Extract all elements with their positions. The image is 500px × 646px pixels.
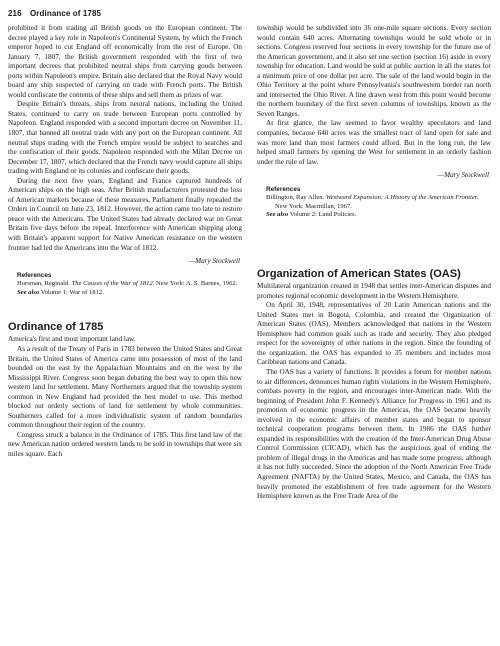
paragraph: township would be subdivided into 36 one-mile square sections. Every section would contain 640 acres. Alternating townships would be sold whole or in sections. Congress reserved four sections in every township for the future use of the American government, and it also set one section (section 16) aside in every township for education. Land would be sold at public auction in all the states for a minimum price of one dollar per acre. The sale of the land would begin in the Ohio Territory at the point where Pennsylvania's southwestern border ran north and intersected the Ohio River. A line drawn west from this point would become the northern boundary of the first seven columns of townships, known as the Seven Ranges.	[257, 24, 491, 118]
see-also	[266, 211, 491, 220]
ref-author: Billington, Ray Allen.	[266, 194, 325, 202]
paragraph: Despite Britain's threats, ships from neutral nations, including the United States, continued to carry on trade between European ports controlled by Napoleon. England responded with a second important decree on November 11, 1807, that banned all neutral trade with any port on the European continent. All neutral ships trading with the French empire would be subject to searches and the confiscation of their goods. Napoleon responded with the Milan Decree on December 17, 1807, which declared that the French navy would capture all ships trading with England or its colonies and confiscate their goods.	[8, 100, 242, 176]
paragraph: As a result of the Treaty of Paris in 1783 between the United States and Great Britain, the United States of America came into possession of most of the land bounded on the east by the Appalachian Mountains and on the west by the Mississippi River. Congress soon began debating the best way to open this new western land for settlement. Many Northerners argued that the township system common in New England had provided the best model to use. This method blocked out orderly sections of land for settlement by whole communities. Southerners called for a more individualistic system of random boundaries common throughout their region of the country.	[8, 344, 242, 430]
running-title: Ordinance of 1785	[29, 9, 102, 18]
entry-definition: Multilateral organization created in 1948 that settles inter-American disputes and promotes regional economic development in the Western Hemisphere.	[257, 282, 491, 300]
see-also-text: Volume 2: Land Policies.	[289, 211, 357, 219]
ref-title: The Causes of the War of 1812.	[71, 280, 155, 288]
author-signature: —Mary Stockwell	[437, 171, 489, 180]
paragraph: On April 30, 1948, representatives of 20 Latin American nations and the United States met in Bogotá, Colombia, and created the Organization of American States (OAS). Members acknowledged that nations in the Western Hemisphere had common goals such as trade and security. They also pledged respect for the sovereignty of other nations in the region. Since the founding of the organization, the OAS has expanded to 35 members and includes most Caribbean nations and Canada.	[257, 301, 491, 367]
reference-item	[17, 280, 242, 289]
paragraph: At first glance, the law seemed to favor wealthy speculators and land companies, because 640 acres was the smallest tract of land open for sale and was more land than most farmers could afford. But in the long run, the law helped small farmers by opening the West for settlement in an orderly fashion under the rule of law.	[257, 119, 491, 166]
left-column	[8, 24, 242, 642]
ref-title: Westward Expansion: A History of the American Frontier.	[325, 194, 479, 202]
entry-title: Organization of American States (OAS)	[257, 268, 461, 281]
see-also	[17, 289, 242, 298]
see-also-label: See also	[17, 288, 40, 296]
right-column	[257, 24, 491, 642]
running-head	[8, 9, 101, 18]
author-signature: —Mary Stockwell	[188, 257, 240, 266]
paragraph: prohibited it from trading all British goods on the European continent. The decree played a key role in Napoleon's Continental System, by which the French emperor hoped to cut England off economically from the rest of Europe. On January 7, 1807, the British government responded with the first of two important decrees that prohibited neutral ships from carrying goods between ports within Napoleon's empire. Britain also declared that the Royal Navy would board any ship suspected of carrying on trade with French ports. The British would confiscate the contents of these ships and sell them as prizes of war.	[8, 24, 242, 99]
reference-item	[266, 194, 491, 211]
page-number: 216	[8, 9, 22, 18]
paragraph: During the next five years, England and France captured hundreds of American ships on the high seas. After British manufacturers protested the loss of American markets because of these measures, Parliament finally repealed the Orders in Council on June 23, 1812. However, the action came too late to restore peace with the Americans. The United States had already declared war on Great Britain five days before the repeal. Interference with American shipping along with Britain's apparent support for Native American resistance on the western frontier had led the Americans into the War of 1812.	[8, 176, 242, 252]
entry-definition: America's first and most important land law.	[8, 335, 136, 344]
references	[17, 272, 242, 298]
ref-publisher: New York: A. S. Barnes, 1962.	[155, 280, 238, 288]
ref-publisher: New York: Macmillan, 1967.	[275, 202, 352, 210]
ref-author: Horsman, Reginald.	[17, 280, 70, 288]
entry-title: Ordinance of 1785	[8, 321, 104, 334]
see-also-text: Volume 1: War of 1812.	[40, 288, 104, 296]
references-heading: References	[17, 271, 52, 279]
see-also-label: See also	[266, 211, 289, 219]
references	[266, 186, 491, 220]
references-heading: References	[266, 185, 301, 193]
paragraph: Congress struck a balance in the Ordinance of 1785. This first land law of the new American nation ordered western lands to be sold in townships that were six miles square. Each	[8, 430, 242, 458]
paragraph: The OAS has a variety of functions. It provides a forum for member nations to air differences, denounces human rights violations in the Western Hemisphere, combats poverty in the region, and encourages inter-American trade. With the beginning of President John F. Kennedy's Alliance for Progress in 1961 and its promotion of economic progress in the Americas, the OAS became heavily involved in the economic affairs of member states and began to sponsor technical cooperation programs between them. In 1986 the OAS further expanded its responsibilities with the creation of the Inter-American Drug Abuse Control Commission (CICAD), which has the auspicious goal of ending the problem of illegal drugs in the Americas and has made some progress, although it has not fully succeeded. Since the adoption of the North American Free Trade Agreement (NAFTA) by the United States, Mexico, and Canada, the OAS has heavily promoted the establishment of free trade agreement for the Western Hemisphere known as the Free Trade Area of the	[257, 368, 491, 501]
